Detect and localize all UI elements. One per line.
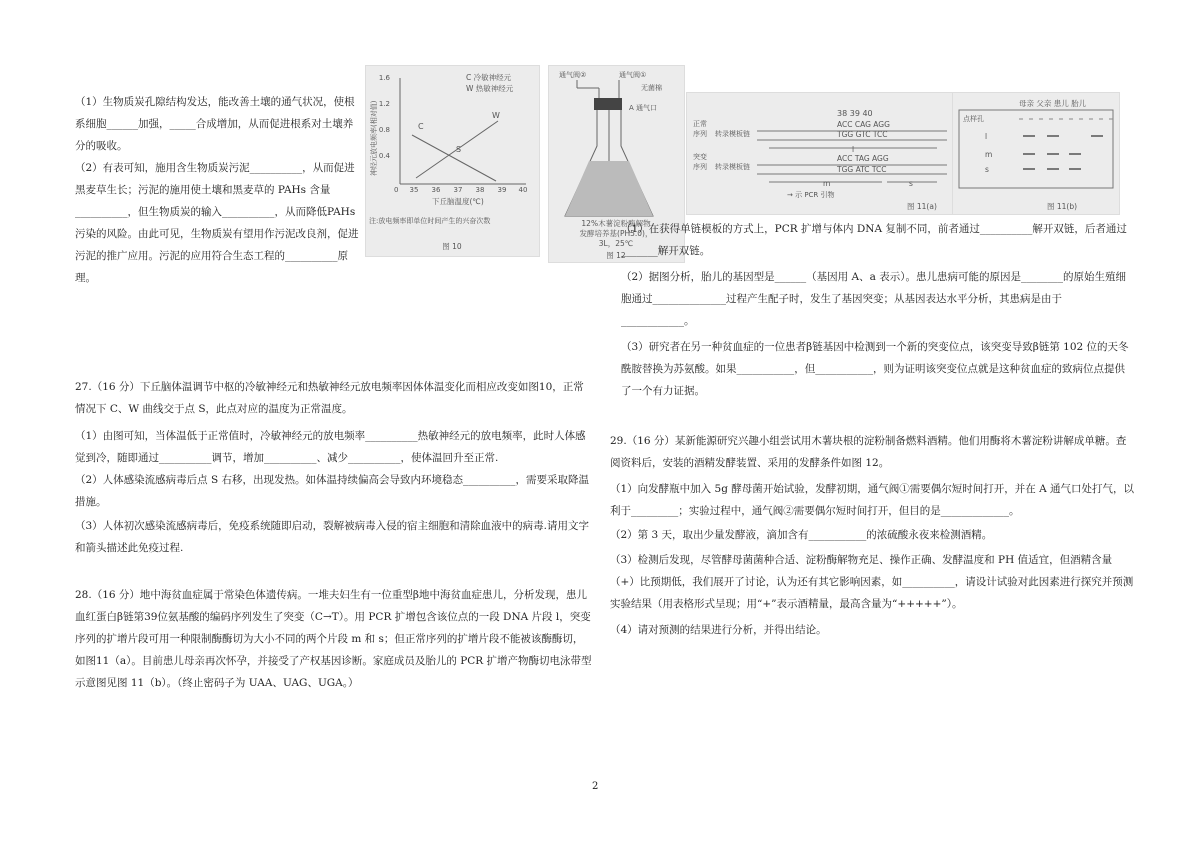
- figure-11a: [686, 92, 954, 215]
- medium-line3: 3L，25℃: [598, 239, 634, 248]
- q27-part1: （1）由图可知，当体温低于正常值时，冷敏神经元的放电频率__________热敏神经元的放电频率，此时人体感觉到冷，随即通过__________调节，增加__________、减少__________，使体温回升至正常.: [75, 430, 586, 464]
- ytick-1-2: 1.2: [378, 100, 390, 108]
- segment-s: s: [909, 179, 913, 188]
- q29-part1: （1）向发酵瓶中加入 5g 酵母菌开始试验，发酵初期，通气阀①需要偶尔短时间打开，并在 A 通气口处打气，以利于_________；实验过程中，通气阀②需要偶尔短时间打开，但目的是_____________。: [610, 483, 1135, 517]
- y-axis-label: 神经元放电频率(相对值): [370, 100, 378, 176]
- figure-10: [365, 65, 540, 257]
- valve1-label: 通气阀①: [619, 71, 647, 79]
- mutant-seq-bottom: TGG ATC TCC: [837, 165, 887, 174]
- lane-headers: 母亲 父亲 患儿 胎儿: [1019, 99, 1087, 108]
- q26-part2: （2）有表可知，施用含生物质炭污泥__________，从而促进黑麦草生长；污泥的施用使土壤和黑麦草的 PAHs 含量__________，但生物质炭的输入__________，从而降低PAHs污染的风险。由此可见，生物质炭有望用作污泥改良剂，促进污泥的推广应用。污泥的应用符合生态工程的__________原理。: [75, 162, 359, 284]
- origin-label: 0: [394, 186, 399, 194]
- mutant-seq-top: ACC TAG AGG: [837, 154, 889, 163]
- segment-l: l: [852, 145, 855, 154]
- mutant-template-label: 转录模板链: [715, 163, 750, 171]
- q28-part1: （1）在获得单链模板的方式上，PCR 扩增与体内 DNA 复制不同，前者通过__________解开双链，后者通过_______解开双链。: [621, 223, 1127, 257]
- ytick-0-4: 0.4: [378, 152, 390, 160]
- segment-m: m: [823, 179, 831, 188]
- q27-part2: （2）人体感染流感病毒后点 S 右移，出现发热。如体温持续偏高会导致内环境稳态__________，需要采取降温措施。: [75, 474, 590, 508]
- q29-intro: 29.（16 分）某新能源研究兴趣小组尝试用木薯块根的淀粉制备燃料酒精。他们用酶将木薯淀粉讲解成单糖。查阅资料后，安装的酒精发酵装置、采用的发酵条件如图 12。: [610, 435, 1127, 469]
- medium-line1: 12%木薯淀粉酶解物: [581, 219, 651, 228]
- normal-seq-top: ACC CAG AGG: [837, 120, 890, 129]
- curve-cold: [412, 135, 496, 181]
- port-a-label: A 通气口: [629, 104, 658, 112]
- primer-legend: → 示 PCR 引物: [787, 191, 835, 199]
- cotton-label: 无菌棉: [641, 84, 662, 92]
- q26-part1: （1）生物质炭孔隙结构发达，能改善土壤的通气状况，使根系细胞______加强，_____合成增加，从而促进根系对土壤养分的吸收。: [75, 96, 355, 152]
- codon-positions: 38 39 40: [837, 109, 873, 118]
- band-l-label: l: [985, 132, 988, 141]
- fig10-caption: 图 10: [442, 242, 462, 251]
- fig10-note: 注:放电频率即单位时间产生的兴奋次数: [369, 217, 491, 225]
- figure-11b: [952, 92, 1120, 215]
- q28-part2: （2）据图分析，胎儿的基因型是______（基因用 A、a 表示）。患儿患病可能的原因是________的原始生殖细胞通过______________过程产生配子时，发生了基因突变；从基因表达水平分析，其患病是由于____________。: [621, 271, 1126, 327]
- q27-intro: 27.（16 分）下丘脑体温调节中枢的冷敏神经元和热敏神经元放电频率因体体温变化而相应改变如图10，正常情况下 C、W 曲线交于点 S，此点对应的温度为正常温度。: [75, 381, 584, 415]
- xtick-37: 37: [453, 186, 463, 194]
- fig12-caption: 图 12: [606, 251, 626, 260]
- stopper: [594, 98, 622, 110]
- legend-cold: C 冷敏神经元: [466, 73, 512, 82]
- normal-template-label: 转录模板链: [715, 130, 750, 138]
- curve-w-label: W: [492, 111, 500, 120]
- fig11a-caption: 图 11(a): [907, 202, 937, 211]
- normal-seq-bottom: TGG GTC TCC: [837, 130, 888, 139]
- xtick-38: 38: [475, 186, 485, 194]
- valve2-label: 通气阀②: [559, 71, 587, 79]
- medium-line2: 发酵培养基(PH5.0)，: [579, 229, 653, 238]
- xtick-36: 36: [431, 186, 441, 194]
- xtick-35: 35: [409, 186, 419, 194]
- ytick-1-6: 1.6: [378, 74, 390, 82]
- q29-part2: （2）第 3 天，取出少量发酵液，滴加含有___________的浓硫酸永夜来检测酒精。: [610, 529, 993, 541]
- normal-label-1: 正常: [693, 120, 707, 128]
- q29-part3: （3）检测后发现，尽管酵母菌菌种合适、淀粉酶解物充足、操作正确、发酵温度和 PH 值适宜，但酒精含量（+）比预期低，我们展开了讨论，认为还有其它影响因素，如__________，请设计试验对此因素进行探究并预测实验结果（用表格形式呈现；用“+”表示酒精量，最高含量为“+++++”）。: [610, 554, 1134, 610]
- sample-well-label: 点样孔: [963, 115, 984, 123]
- xtick-40: 40: [518, 186, 528, 194]
- q28-intro: 28.（16 分）地中海贫血症属于常染色体遗传病。一堆夫妇生有一位重型β地中海贫血症患儿，分析发现，患儿血红蛋白β链第39位氨基酸的编码序列发生了突变（C→T）。用 PCR 扩增包含该位点的一段 DNA 片段 l，突变序列的扩增片段可用一种限制酶酶切为大小不同的两个片段 m 和 s；但正常序列的扩增片段不能被该酶酶切，如图11（a）。目前患儿母亲再次怀孕，并接受了产权基因诊断。家庭成员及胎儿的 PCR 扩增产物酶切电泳带型示意图见图 11（b）。（终止密码子为 UAA、UAG、UGA。）: [75, 589, 592, 689]
- x-axis-label: 下丘脑温度(℃): [432, 197, 484, 206]
- culture-medium: [565, 161, 653, 216]
- q29-part4: （4）请对预测的结果进行分析，并得出结论。: [610, 624, 827, 636]
- mutant-label-1: 突变: [693, 153, 707, 161]
- xtick-39: 39: [497, 186, 507, 194]
- fig11b-caption: 图 11(b): [1047, 202, 1078, 211]
- ytick-0-8: 0.8: [378, 126, 390, 134]
- point-s-label: S: [456, 145, 462, 154]
- band-m-label: m: [985, 150, 993, 159]
- mutant-label-2: 序列: [693, 163, 707, 171]
- q28-part3: （3）研究者在另一种贫血症的一位患者β链基因中检测到一个新的突变位点，该突变导致β链第 102 位的天冬酰胺替换为苏氨酸。如果___________，但___________，则为证明该突变位点就是这种贫血症的致病位点提供了一个有力证据。: [621, 341, 1129, 397]
- legend-warm: W 热敏神经元: [466, 84, 514, 93]
- curve-c-label: C: [418, 122, 424, 131]
- band-s-label: s: [985, 165, 989, 174]
- normal-label-2: 序列: [693, 130, 707, 138]
- q27-part3: （3）人体初次感染流感病毒后，免疫系统随即启动，裂解被病毒入侵的宿主细胞和清除血液中的病毒.请用文字和箭头描述此免疫过程.: [75, 520, 590, 554]
- page-number: 2: [592, 781, 599, 792]
